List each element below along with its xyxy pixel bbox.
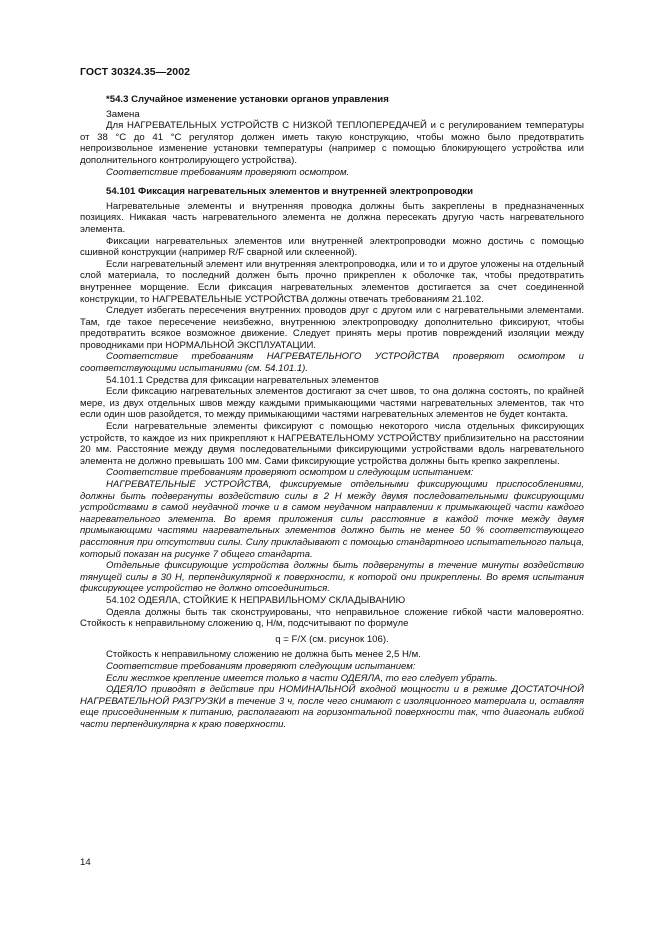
paragraph: Стойкость к неправильному сложению не должна быть менее 2,5 Н/м. — [106, 649, 421, 661]
document-header: ГОСТ 30324.35—2002 — [80, 66, 191, 78]
document-body — [80, 94, 584, 730]
test-procedure: ОДЕЯЛО приводят в действие при НОМИНАЛЬНОЙ входной мощности и в режиме ДОСТАТОЧНОЙ НАГРЕВАТЕЛЬНОЙ РАЗГРУЗКИ в течение 3 ч, после чего снимают с изоляционного материала и, оставляя еще присоединенным к питанию, располагают на горизонтальной поверхности так, что диагональ гибкой части перпендикулярна к краю поверхности. — [80, 684, 584, 730]
test-procedure: Отдельные фиксирующие устройства должны быть подвергнуты в течение минуты воздействию тянущей силы в 30 Н, перпендикулярной к поверхности, к которой они прикреплены. Во время испытания фиксирующее устройство не должно отсоединиться. — [80, 560, 584, 595]
test-procedure: НАГРЕВАТЕЛЬНЫЕ УСТРОЙСТВА, фиксируемые отдельными фиксирующими приспособлениями, должны быть подвергнуты воздействию силы в 2 Н между двумя последовательными фиксирующими устройствами в самой неудачной точке и в самом неудачном направлении к примыкающей части каждого нагревательного элемента. Во время приложения силы расстояние в каждой точке между двумя примыкающими частями нагревательных элементов должно быть не менее 50 % соответствующего расстояния при отсутствии силы. Силу прикладывают с помощью стандартного испытательного пальца, который показан на рисунке 7 общего стандарта. — [80, 479, 584, 560]
paragraph: Если фиксацию нагревательных элементов достигают за счет швов, то она должна состоять, по крайней мере, из двух отдельных швов между каждыми примыкающими частями нагревательных элементов, так что если один шов разойдется, то между примыкающими частями нагревательных элементов не будет контакта. — [80, 386, 584, 421]
section-heading-54-3: *54.3 Случайное изменение установки органов управления — [106, 94, 389, 105]
test-procedure: Если жесткое крепление имеется только в части ОДЕЯЛА, то его следует убрать. — [106, 672, 498, 684]
section-heading-54-101: 54.101 Фиксация нагревательных элементов и внутренней электропроводки — [106, 186, 474, 198]
compliance-note: Соответствие требованиям проверяют следующим испытанием: — [106, 660, 416, 672]
subsection-heading-54-101-1: 54.101.1 Средства для фиксации нагревательных элементов — [106, 374, 379, 386]
formula: q = F/X (см. рисунок 106). — [275, 633, 389, 645]
paragraph: Если нагревательный элемент или внутренняя электропроводка, или и то и другое уложены на отдельный слой материала, то последний должен быть прочно прикреплен к оболочке так, чтобы предотвратить внутреннее морщение. Если фиксация нагревательных элементов достигается за счет соединенной конструкции, то НАГРЕВАТЕЛЬНЫЕ УСТРОЙСТВА должны отвечать требованиям 21.102. — [80, 258, 584, 305]
paragraph: Фиксации нагревательных элементов или внутренней электропроводки можно достичь с помощью сшивной конструкции (например R/F сварной или склеенной). — [80, 235, 584, 259]
paragraph: Замена — [106, 108, 140, 120]
compliance-note: Соответствие требованиям НАГРЕВАТЕЛЬНОГО УСТРОЙСТВА проверяют осмотром и соответствующими испытаниями (см. 54.101.1). — [80, 351, 584, 375]
paragraph: Нагревательные элементы и внутренняя проводка должны быть закреплены в предназначенных позициях. Никакая часть нагревательного элемента не должна пересекать другую часть нагревательного элемента. — [80, 200, 584, 235]
paragraph: Одеяла должны быть так сконструированы, что неправильное сложение гибкой части маловероятно. Стойкость к неправильному сложению q, Н/м, подсчитывают по формуле — [80, 606, 584, 630]
subsection-heading-54-102: 54.102 ОДЕЯЛА, СТОЙКИЕ К НЕПРАВИЛЬНОМУ СКЛАДЫВАНИЮ — [106, 594, 406, 606]
compliance-note: Соответствие требованиям проверяют осмотром и следующим испытанием: — [106, 467, 474, 479]
paragraph: Следует избегать пересечения внутренних проводов друг с другом или с нагревательными элементами. Там, где такое пересечение неизбежно, внутреннюю электропроводку дополнительно фиксируют, чтобы предотвратить всякое возможное движение. Следует принять меры против повреждений изоляции между проводниками при НОРМАЛЬНОЙ ЭКСПЛУАТАЦИИ. — [80, 305, 584, 351]
page-number: 14 — [80, 857, 91, 868]
paragraph: Если нагревательные элементы фиксируют с помощью некоторого числа отдельных фиксирующих устройств, то каждое из них прикрепляют к НАГРЕВАТЕЛЬНОМУ УСТРОЙСТВУ приблизительно на расстоянии 20 мм. Расстояние между двумя последовательными фиксирующими устройствами вдоль нагревательного элемента не должно превышать 100 мм. Сами фиксирующие устройства должны быть крепко закреплены. — [80, 421, 584, 467]
compliance-note: Соответствие требованиям проверяют осмотром. — [106, 166, 350, 178]
paragraph: Для НАГРЕВАТЕЛЬНЫХ УСТРОЙСТВ С НИЗКОЙ ТЕПЛОПЕРЕДАЧЕЙ и с регулированием температуры от 38 °С до 41 °С регулятор должен иметь такую конструкцию, чтобы можно было предотвратить непроизвольное изменение установки температуры (например с помощью блокирующего устройства или дополнительного контролирующего устройства). — [80, 120, 584, 166]
